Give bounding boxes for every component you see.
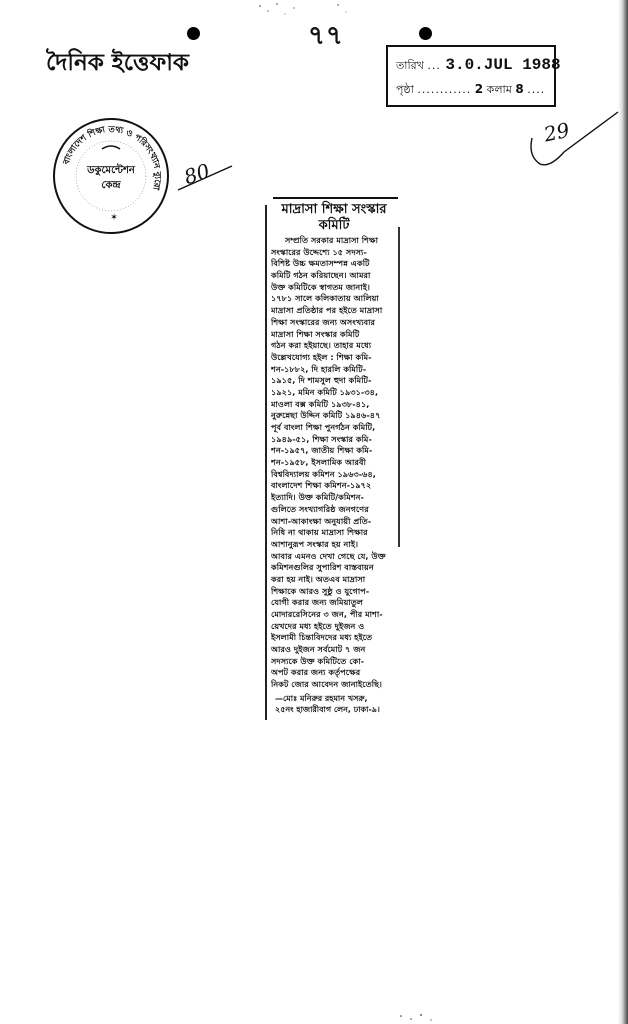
newspaper-clipping: [265, 197, 400, 727]
stamp-emblem-icon: [102, 146, 120, 149]
signature-address: ২৫নং হাজারীবাগ লেন, ঢাকা-৯।: [275, 705, 380, 714]
article-line: বিশিষ্ট উচ্চ ক্ষমতাসম্পন্ন একটি: [271, 258, 370, 269]
newspaper-name: দৈনিক ইত্তেফাক: [46, 50, 190, 76]
article-line: গুলিতে সংখ্যাগরিষ্ঠ জনগণের: [271, 503, 369, 514]
article-line: করা হয় নাই। অতএব মাদ্রাসা: [271, 573, 366, 584]
article-line: মাদ্রাসা প্রতিষ্ঠার পর হইতে মাদ্রাসা: [271, 305, 383, 316]
documentation-center-stamp: [52, 117, 170, 235]
clipping-border: [265, 205, 267, 720]
punch-hole: [419, 27, 432, 40]
article-line: ১৯৪৯-৫১, শিক্ষা সংস্কার কমি-: [271, 433, 372, 444]
article-line: শিক্ষা সংস্কারের জন্য অসংখ্যবার: [271, 316, 376, 327]
date-value: 3.0.JUL 1988: [445, 56, 561, 74]
article-line: উল্লেখযোগ্য হইল : শিক্ষা কমি-: [271, 351, 372, 362]
scan-specks: [395, 1010, 445, 1024]
handwritten-right-note: [522, 108, 622, 170]
date-page-box: [386, 45, 561, 107]
clipping-border: [398, 227, 400, 547]
article-line: আরও দুইজন সর্বমোট ৭ জন: [271, 644, 366, 655]
punch-hole: [187, 27, 200, 40]
article-line: বিশ্ববিদ্যালয় কমিশন ১৯৬৩-৬৪,: [271, 468, 376, 479]
article-line: শন-১৮৮২, দি হারলি কমিটি-: [271, 363, 367, 374]
article-line: ইসলামী চিন্তাবিদদের মধ্য হইতে: [271, 632, 373, 643]
date-row: তারিখ ... 3.0.JUL 1988: [396, 56, 561, 74]
article-line: শন-১৯৫৭, জাতীয় শিক্ষা কমি-: [271, 445, 373, 456]
page-value: 2: [474, 82, 484, 96]
article-line: পূর্ব বাংলা শিক্ষা পুনর্গঠন কমিটি,: [271, 422, 376, 432]
article-line: সম্প্রতি সরকার মাদ্রাসা শিক্ষা: [285, 235, 378, 245]
article-line: ১৯২১, মমিন কমিটি ১৯৩১-৩৪,: [271, 386, 379, 397]
signature-name: —মোঃ মনিরুর রহমান খসরু,: [275, 694, 368, 703]
article-line: মোদাররেসিনের ৩ জন, পীর মাশা-: [271, 609, 383, 619]
handwritten-right-number: 29: [541, 117, 572, 147]
article-line: ১৭৮১ সালে কলিকাতায় আলিয়া: [271, 293, 379, 304]
article-line: উক্ত কমিটিকে স্বাগতম জানাই।: [271, 281, 370, 292]
stamp-star-icon: ✶: [110, 213, 118, 223]
stamp-center-line1: ডকুমেন্টেশন: [87, 165, 135, 176]
article-line: ইত্যাদি। উক্ত কমিটি/কমিশন-: [271, 492, 364, 503]
article-line: শন-১৯৫৮, ইসলামিক আরবী: [271, 457, 366, 468]
article-signature: [275, 693, 399, 715]
article-line: যোগী করার জন্য জমিয়াতুল: [271, 597, 364, 608]
article-line: নিধি না থাকায় মাদ্রাসা শিক্ষার: [271, 527, 368, 538]
article-line: মাদ্রাসা শিক্ষা সংস্কার কমিটি: [271, 328, 360, 339]
article-line: অপট করার জন্য কর্তৃপক্ষের: [271, 667, 361, 678]
article-line: আশা-আকাংক্ষা অনুযায়ী প্রতি-: [271, 515, 372, 526]
stamp-center-line2: কেন্দ্র: [101, 180, 121, 191]
handwritten-left-note: [176, 148, 238, 196]
clipping-border: [273, 197, 398, 199]
article-line: ১৯১৫, দি শামসুল হুদা কমিটি-: [271, 375, 372, 386]
article-line: মাওলা বক্স কমিটি ১৯৩৮-৪১,: [271, 398, 370, 409]
date-label: তারিখ: [396, 59, 424, 72]
article-line: কমিশনগুলির সুপারিশ বাস্তবায়ন: [271, 562, 374, 573]
page-label: পৃষ্ঠা: [396, 83, 414, 96]
article-line: নুরুন্নেছা উদ্দিন কমিটি ১৯৪৬-৪৭: [271, 410, 381, 421]
page-row: পৃষ্ঠা ............ 2 কলাম 8 ....: [396, 82, 546, 96]
article-headline: মাদ্রাসা শিক্ষা সংস্কার কমিটি: [281, 202, 387, 233]
column-value: 8: [515, 82, 524, 96]
article-line: বাংলাদেশ শিক্ষা কমিশন-১৯৭২: [271, 480, 372, 491]
article-line: কমিটি গঠন করিয়াছেন। আমরা: [271, 270, 371, 281]
article-line: শিক্ষাকে আরও সুষ্ঠু ও যুগোপ-: [271, 585, 370, 596]
article-line: য়েখদের মধ্য হইতে দুইজন ও: [271, 620, 365, 631]
article-line: সংস্কারের উদ্দেশ্যে ১৫ সদস্য-: [271, 246, 367, 257]
article-body: [271, 235, 397, 691]
stamp-ring-text: বাংলাদেশ শিক্ষা তথ্য ও পরিসংখ্যান ব্যুরো: [61, 124, 163, 191]
article-line: আবার এমনও দেখা গেছে যে, উক্ত: [271, 550, 386, 561]
scan-specks: [250, 0, 360, 22]
column-label: কলাম: [486, 83, 512, 96]
article-line: গঠন করা হইয়াছে। তাহার মধ্যে: [271, 340, 372, 351]
article-line: আশানুরূপ সংস্কার হয় নাই।: [271, 538, 359, 549]
handwritten-left-number: 80: [181, 158, 213, 190]
article-line: সদস্যকে উক্ত কমিটিতে কো-: [271, 655, 365, 666]
article-line: নিকট জোর আবেদন জানাইতেছি।: [271, 679, 382, 690]
page-number: ৭৭: [308, 21, 344, 51]
